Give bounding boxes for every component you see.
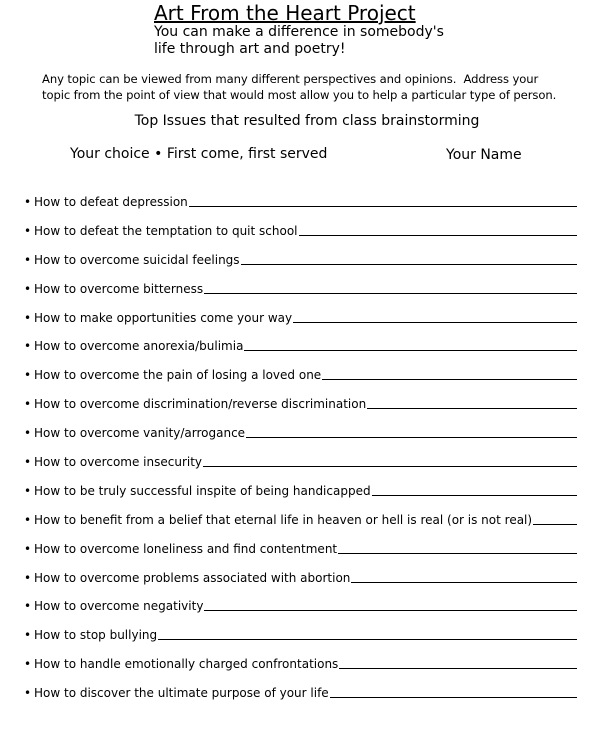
list-item xyxy=(24,308,580,337)
name-signup-line[interactable] xyxy=(158,625,577,640)
column-header-name: Your Name xyxy=(446,147,522,163)
list-item xyxy=(24,250,580,279)
name-signup-line[interactable] xyxy=(339,654,577,669)
page-title: Art From the Heart Project xyxy=(154,1,416,25)
bullet-icon: • xyxy=(24,483,32,498)
issue-text: How to overcome discrimination/reverse discrimination xyxy=(34,397,367,412)
issue-text: How to overcome the pain of losing a loved one xyxy=(34,368,322,383)
issue-text: How to overcome anorexia/bulimia xyxy=(34,339,244,354)
name-signup-line[interactable] xyxy=(204,279,577,294)
subtitle-line-1: You can make a difference in somebody's xyxy=(154,24,444,40)
list-item xyxy=(24,625,580,654)
name-signup-line[interactable] xyxy=(293,308,577,323)
list-item xyxy=(24,654,580,683)
list-item xyxy=(24,452,580,481)
bullet-icon: • xyxy=(24,397,32,412)
name-signup-line[interactable] xyxy=(203,452,577,467)
name-signup-line[interactable] xyxy=(367,394,577,409)
list-item xyxy=(24,336,580,365)
issue-text: How to discover the ultimate purpose of your life xyxy=(34,686,329,701)
list-item xyxy=(24,481,580,510)
bullet-icon: • xyxy=(24,628,32,643)
bullet-icon: • xyxy=(24,657,32,672)
name-signup-line[interactable] xyxy=(241,250,577,265)
issue-text: How to handle emotionally charged confrontations xyxy=(34,657,339,672)
list-item xyxy=(24,683,580,712)
list-item xyxy=(24,279,580,308)
name-signup-line[interactable] xyxy=(204,596,577,611)
bullet-icon: • xyxy=(24,570,32,585)
bullet-icon: • xyxy=(24,223,32,238)
list-item xyxy=(24,192,580,221)
list-item xyxy=(24,423,580,452)
name-signup-line[interactable] xyxy=(299,221,577,236)
subtitle xyxy=(154,24,454,58)
name-signup-line[interactable] xyxy=(372,481,577,496)
subtitle-line-2: life through art and poetry! xyxy=(154,41,346,57)
name-signup-line[interactable] xyxy=(338,539,577,554)
issue-text: How to overcome problems associated with abortion xyxy=(34,570,351,585)
issue-text: How to stop bullying xyxy=(34,628,158,643)
list-item xyxy=(24,568,580,597)
issue-text: How to benefit from a belief that eternal life in heaven or hell is real (or is not real) xyxy=(34,512,533,527)
name-signup-line[interactable] xyxy=(533,510,577,525)
issue-text: How to defeat depression xyxy=(34,195,188,209)
bullet-icon: • xyxy=(24,339,32,354)
list-item xyxy=(24,365,580,394)
name-signup-line[interactable] xyxy=(189,192,577,207)
list-item xyxy=(24,596,580,625)
name-signup-line[interactable] xyxy=(246,423,577,438)
issue-text: How to overcome vanity/arrogance xyxy=(34,426,246,441)
bullet-icon: • xyxy=(24,426,32,441)
bullet-icon: • xyxy=(24,281,32,296)
bullet-icon: • xyxy=(24,310,32,325)
intro-line-1: Any topic can be viewed from many different perspectives and opinions. Address your xyxy=(42,72,539,86)
name-signup-line[interactable] xyxy=(330,683,577,698)
issue-text: How to make opportunities come your way xyxy=(34,310,293,325)
issue-text: How to defeat the temptation to quit school xyxy=(34,223,298,238)
list-item xyxy=(24,221,580,250)
list-item xyxy=(24,394,580,423)
list-item xyxy=(24,539,580,568)
bullet-icon: • xyxy=(24,541,32,556)
name-signup-line[interactable] xyxy=(322,365,577,380)
intro-line-2: topic from the point of view that would most allow you to help a particular type of person. xyxy=(42,88,557,102)
issue-text: How to overcome insecurity xyxy=(34,455,203,470)
column-header-choice: Your choice • First come, first served xyxy=(70,146,328,162)
name-signup-line[interactable] xyxy=(351,568,577,583)
bullet-icon: • xyxy=(24,252,32,267)
intro-paragraph xyxy=(42,71,602,103)
name-signup-line[interactable] xyxy=(244,336,577,351)
issue-text: How to overcome loneliness and find contentment xyxy=(34,541,338,556)
issue-text: How to overcome bitterness xyxy=(34,281,204,296)
bullet-icon: • xyxy=(24,512,32,527)
issue-text: How to overcome suicidal feelings xyxy=(34,252,240,267)
bullet-icon: • xyxy=(24,686,32,701)
bullet-icon: • xyxy=(24,455,32,470)
bullet-icon: • xyxy=(24,195,32,209)
issue-text: How to overcome negativity xyxy=(34,599,204,614)
list-item xyxy=(24,510,580,539)
bullet-icon: • xyxy=(24,368,32,383)
bullet-icon: • xyxy=(24,599,32,614)
issue-list xyxy=(24,192,580,712)
issue-text: How to be truly successful inspite of being handicapped xyxy=(34,483,371,498)
top-issues-heading: Top Issues that resulted from class brainstorming xyxy=(134,113,480,129)
